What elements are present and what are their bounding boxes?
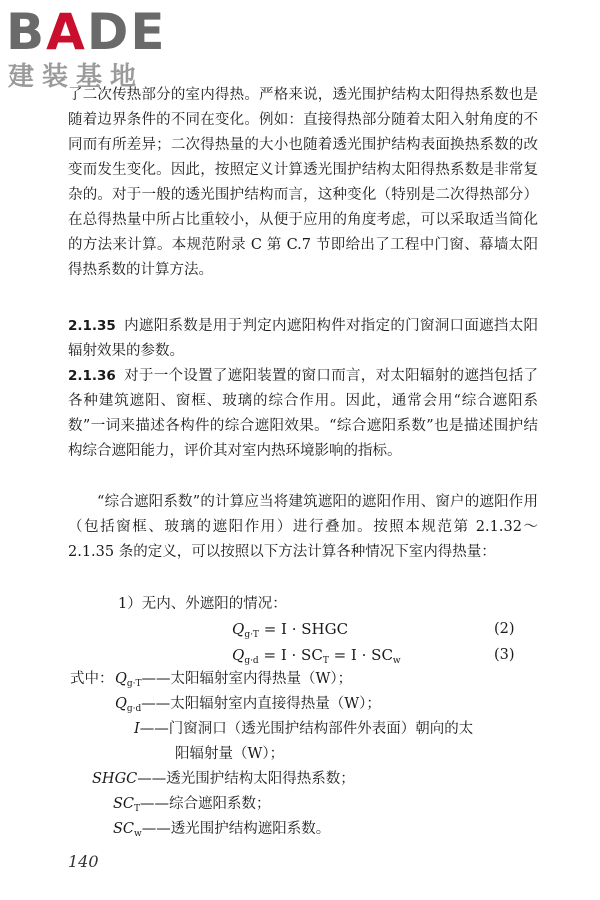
intro-paragraph: 了二次传热部分的室内得热。严格来说，透光围护结构太阳得热系数也是随着边界条件的不同在变化。例如：直接得热部分随着太阳入射角度的不同而有所差异；二次得热量的大小也随着透光围护结构表面换热系数的改变而发生变化。因此，按照定义计算透光围护结构太阳得热系数是非常复杂的。对于一般的透光围护结构而言，这种变化（特别是二次得热部分）在总得热量中所占比重较小，从便于应用的角度考虑，可以采取适当简化的方法来计算。本规范附录 C 第 C.7 节即给出了工程中门窗、幕墙太阳得热系数的计算方法。 (68, 87, 538, 278)
equation-number-2: (2) (494, 621, 515, 637)
case-item: 1）无内、外遮阳的情况： (118, 596, 287, 612)
logo-wordmark: BADE (6, 3, 167, 61)
equation-3: $Q_{g\cdot d} = I \cdot SC_T = I \cdot SC_w$ (232, 646, 401, 666)
calc-paragraph: “综合遮阳系数”的计算应当将建筑遮阳的遮阳作用、窗户的遮阳作用（包括窗框、玻璃的遮阳作用）进行叠加。按照本规范第 2.1.32～2.1.35 条的定义，可以按照以下方法计算各种情况下室内得热量： (68, 494, 538, 560)
clause-2-1-35 (68, 314, 538, 364)
clause-text: 内遮阳系数是用于判定内遮阳构件对指定的门窗洞口面遮挡太阳辐射效果的参数。 (68, 318, 538, 359)
definition-qgd: $Q_{g\cdot d}——$太阳辐射室内直接得热量（W）； (115, 696, 381, 714)
definition-qgt: $Q_{g\cdot T}——$太阳辐射室内得热量（W）； (115, 671, 353, 689)
where-label: 式中： (70, 671, 114, 687)
page-number: 140 (68, 852, 99, 871)
clause-number: 2.1.35 (68, 318, 116, 334)
clause-2-1-36 (68, 364, 538, 464)
definition-scw: $SC_w——$透光围护结构遮阳系数。 (113, 821, 331, 839)
definition-i-continued: 阳辐射量（W）； (175, 746, 285, 762)
equation-2: $Q_{g\cdot T} = I$ · SHGC (232, 620, 349, 640)
equation-number-3: (3) (494, 647, 515, 663)
definition-shgc: SHGC——透光围护结构太阳得热系数； (92, 771, 355, 787)
definition-sct: $SC_T——$综合遮阳系数； (113, 796, 271, 814)
logo-subtitle: 建装基地 (8, 62, 145, 92)
clause-text: 对于一个设置了遮阳装置的窗口而言，对太阳辐射的遮挡包括了各种建筑遮阳、窗框、玻璃的综合作用。因此，通常会用“综合遮阳系数”一词来描述各构件的综合遮阳效果。“综合遮阳系数”也是描述围护结构综合遮阳能力，评价其对室内热环境影响的指标。 (68, 368, 538, 459)
clause-number: 2.1.36 (68, 368, 116, 384)
definition-i: I——门窗洞口（透光围护结构部件外表面）朝向的太 (134, 721, 474, 737)
